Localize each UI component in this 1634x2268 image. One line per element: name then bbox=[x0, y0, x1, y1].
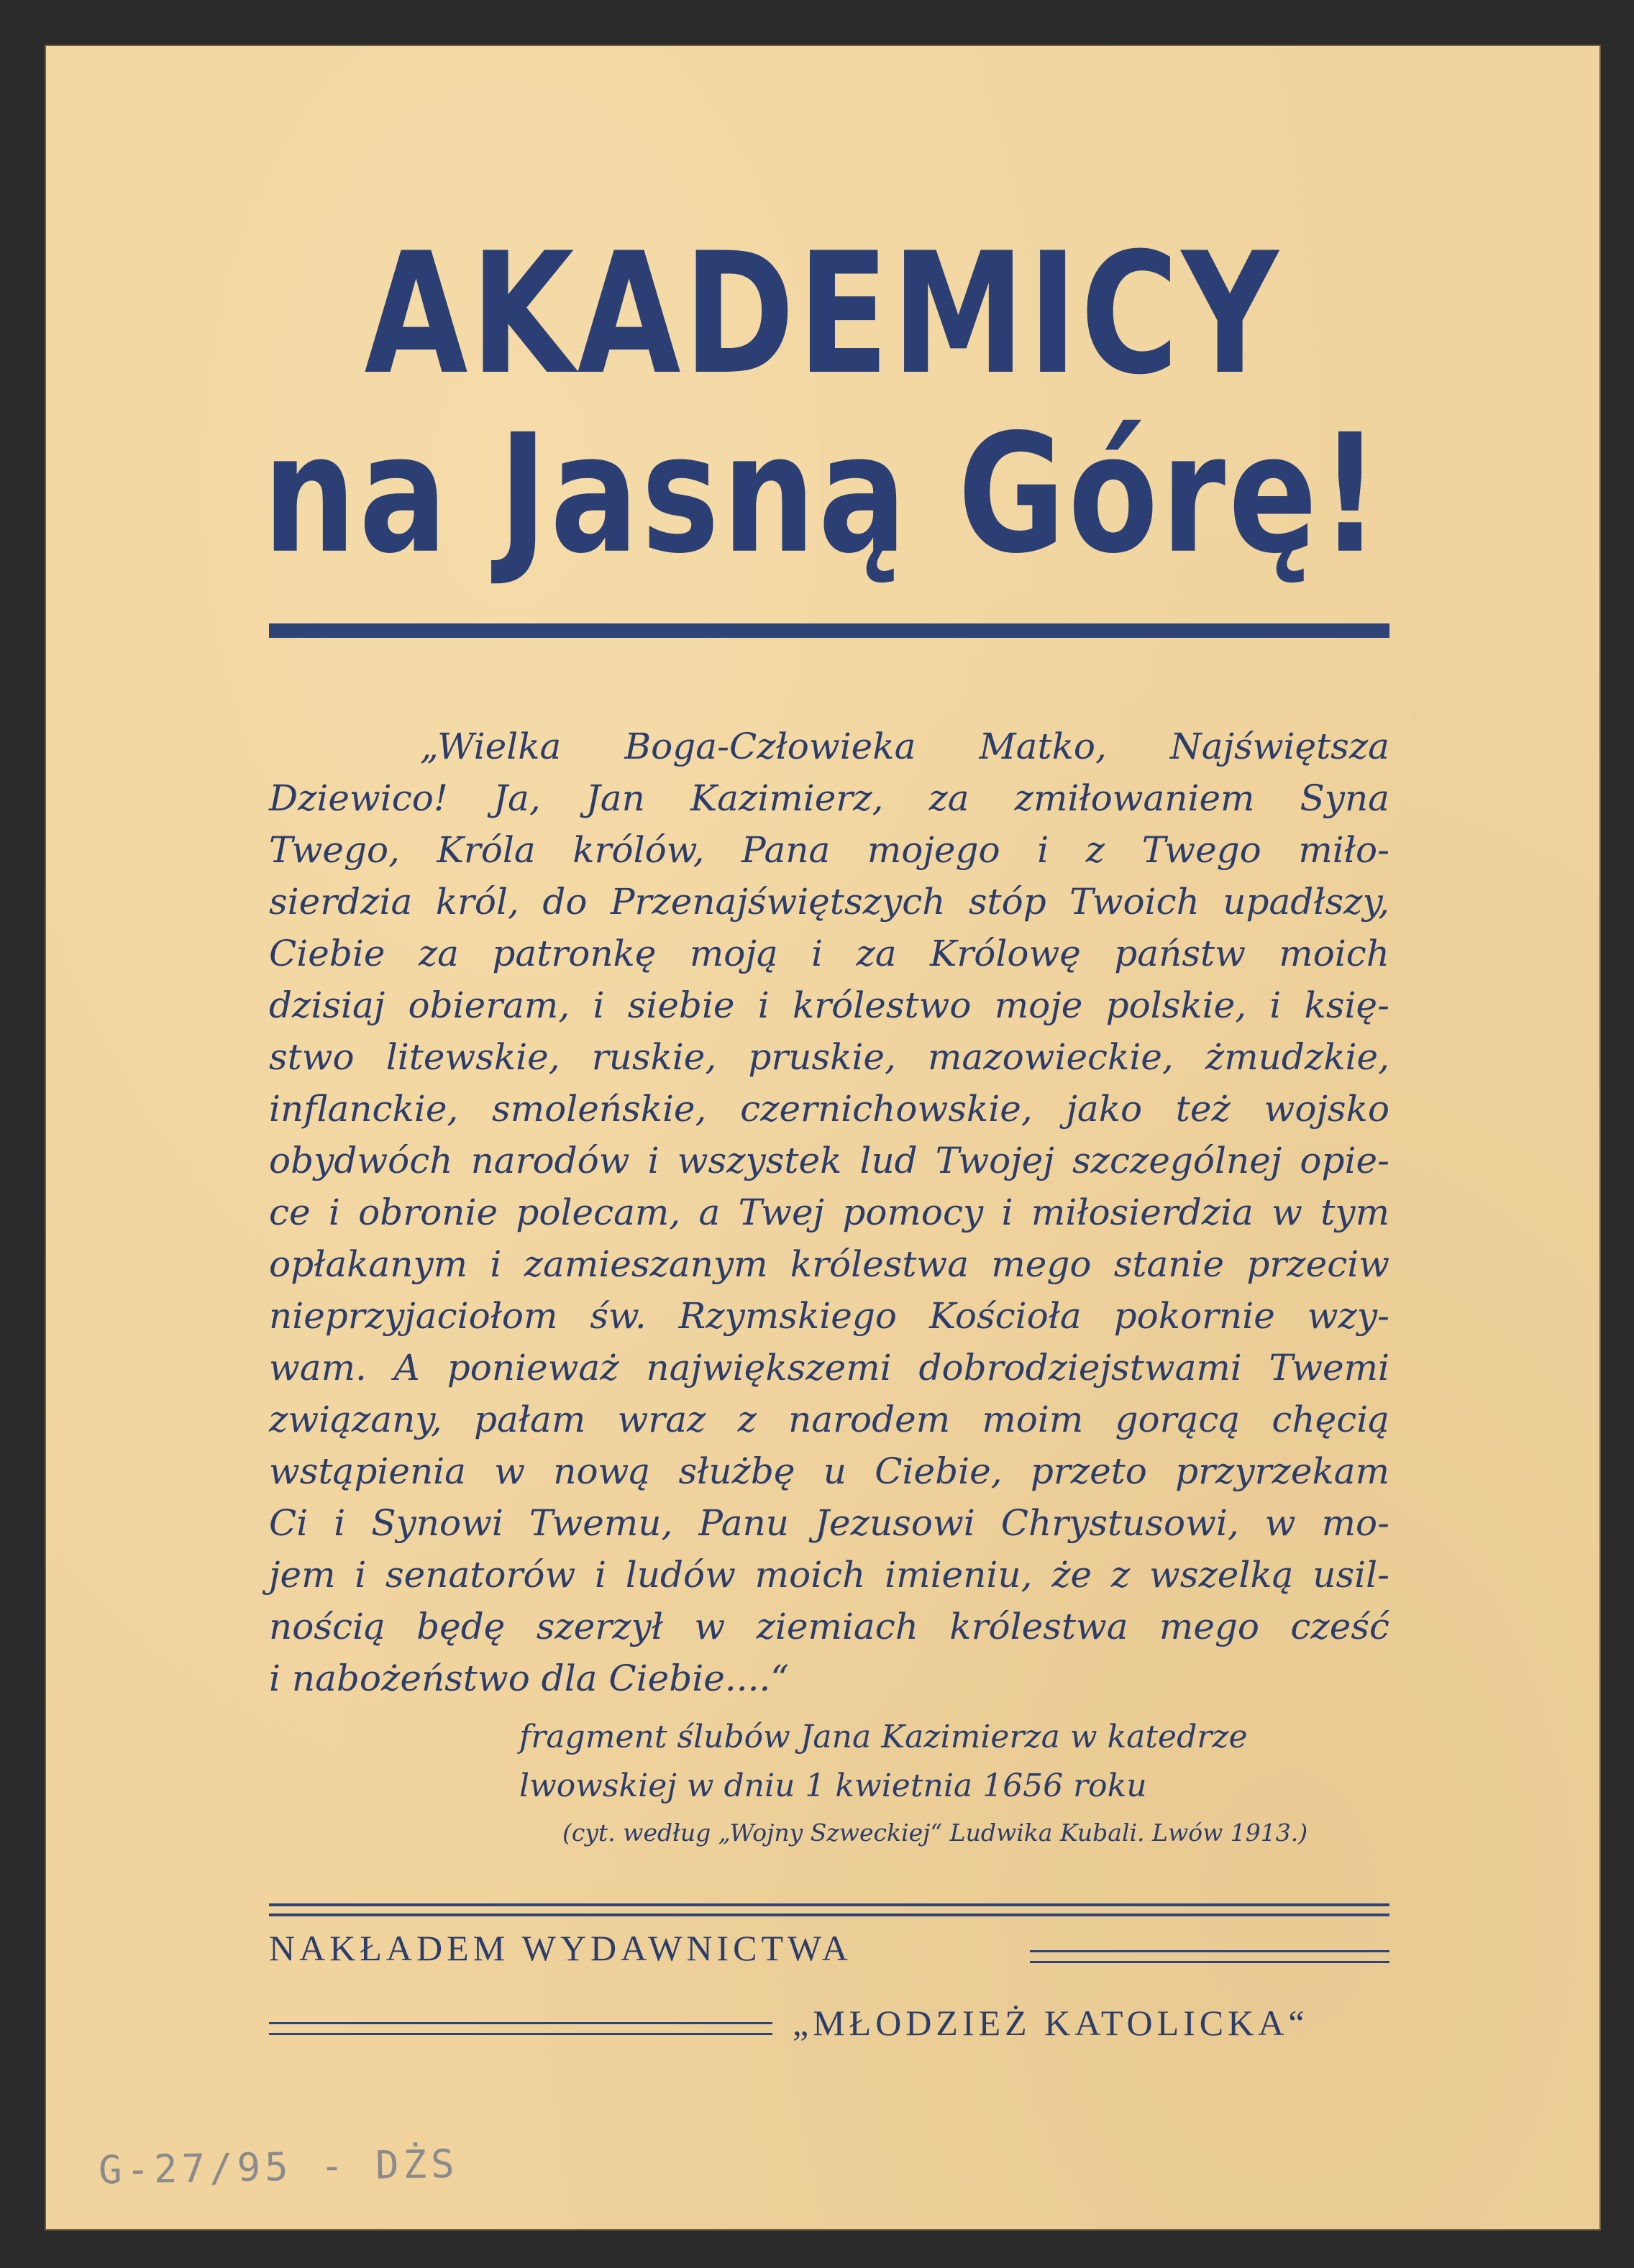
quote-line: obydwóch narodów i wszystek lud Twojej szczególnej opie- bbox=[269, 1140, 1389, 1181]
quote-line: „Wielka Boga-Człowieka Matko, Najświętsza bbox=[420, 726, 1389, 767]
quote-line: związany, pałam wraz z narodem moim gorącą chęcią bbox=[269, 1399, 1389, 1440]
quote-attribution bbox=[519, 1713, 1389, 1811]
quote-line: dzisiaj obieram, i siebie i królestwo moje polskie, i księ- bbox=[269, 984, 1389, 1026]
headline-underline bbox=[269, 623, 1389, 638]
publisher-rule-left bbox=[269, 2022, 772, 2035]
publisher-line-2: „MŁODZIEŻ KATOLICKA“ bbox=[793, 2003, 1309, 2043]
quote-line: wam. A ponieważ największemi dobrodziejstwami Twemi bbox=[269, 1347, 1389, 1389]
quote-line: nością będę szerzył w ziemiach królestwa mego cześć bbox=[269, 1606, 1389, 1647]
quote-line: Twego, Króla królów, Pana mojego i z Twego miło- bbox=[269, 829, 1389, 871]
quote-line: stwo litewskie, ruskie, pruskie, mazowieckie, żmudzkie, bbox=[269, 1036, 1389, 1078]
headline-line-1: AKADEMICY bbox=[364, 216, 1282, 411]
publisher-line-1: NAKŁADEM WYDAWNICTWA bbox=[269, 1928, 852, 1968]
headline-line-2: na Jasną Górę! bbox=[263, 398, 1383, 590]
quote-line: Ci i Synowi Twemu, Panu Jezusowi Chrystusowi, w mo- bbox=[269, 1502, 1389, 1544]
quote-line: sierdzia król, do Przenajświętszych stóp Twoich upadłszy, bbox=[269, 881, 1389, 923]
quote-line: Dziewico! Ja, Jan Kazimierz, za zmiłowaniem Syna bbox=[269, 777, 1389, 819]
quote-line: i nabożeństwo dla Ciebie....“ bbox=[269, 1657, 789, 1699]
attribution-line-2: lwowskiej w dniu 1 kwietnia 1656 roku bbox=[519, 1768, 1147, 1804]
quote-line: nieprzyjaciołom św. Rzymskiego Kościoła pokornie wzy- bbox=[269, 1295, 1389, 1337]
source-citation: (cyt. według „Wojny Szweckiej“ Ludwika Kubali. Lwów 1913.) bbox=[562, 1819, 1308, 1847]
quote-line: Ciebie za patronkę moją i za Królowę państw moich bbox=[269, 933, 1389, 974]
quote-line: inflanckie, smoleńskie, czernichowskie, jako też wojsko bbox=[269, 1088, 1389, 1130]
attribution-line-1: fragment ślubów Jana Kazimierza w katedrze bbox=[519, 1719, 1248, 1755]
quote-line: jem i senatorów i ludów moich imieniu, że z wszelką usil- bbox=[269, 1554, 1389, 1596]
footer-double-rule bbox=[269, 1903, 1389, 1916]
quote-line: ce i obronie polecam, a Twej pomocy i miłosierdzia w tym bbox=[269, 1192, 1389, 1233]
publisher-rule-right bbox=[1030, 1950, 1389, 1963]
quote-line: wstąpienia w nową służbę u Ciebie, przeto przyrzekam bbox=[269, 1450, 1389, 1492]
archive-signature-mark: G-27/95 - DŻS bbox=[98, 2141, 460, 2193]
quote-line: opłakanym i zamieszanym królestwa mego stanie przeciw bbox=[269, 1243, 1389, 1285]
vow-quote bbox=[269, 721, 1389, 1704]
leaflet-page bbox=[45, 45, 1601, 2231]
